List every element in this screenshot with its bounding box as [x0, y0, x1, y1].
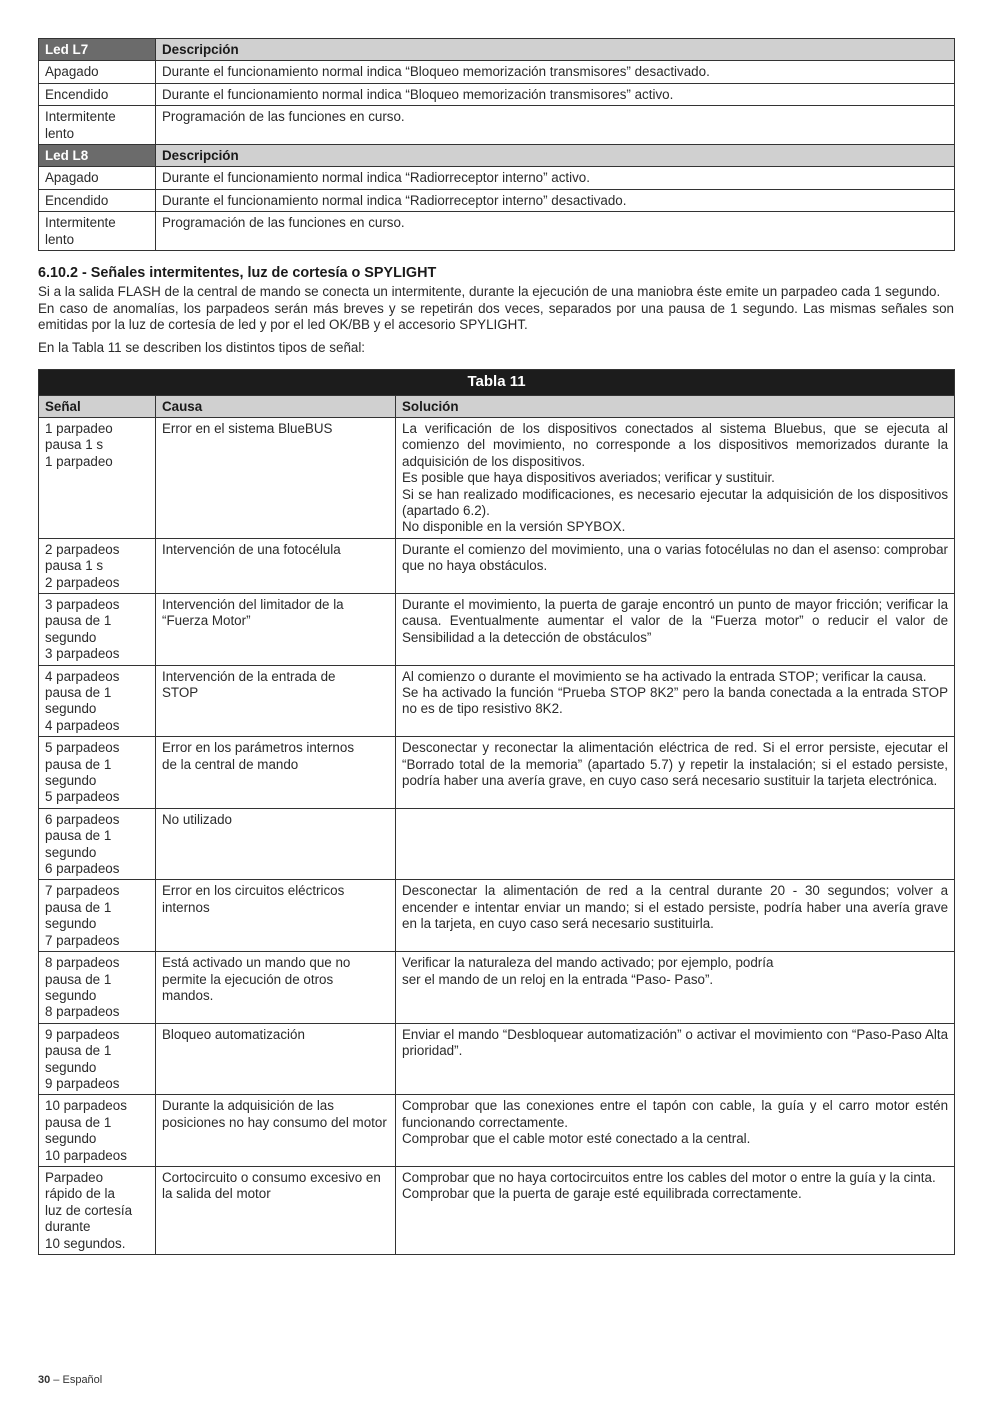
signal-line: 9 parpadeos: [45, 1026, 120, 1042]
cause-line: Error en el sistema BlueBUS: [162, 420, 333, 436]
signal-row: [39, 1023, 955, 1095]
led-state-cell: Encendido: [39, 83, 156, 105]
signal-line: 1 parpadeo: [45, 453, 113, 469]
led-state-cell: [39, 212, 156, 251]
cause-cell: [156, 538, 396, 593]
led-state-row: [39, 106, 955, 145]
cause-line: Error en los circuitos eléctricos: [162, 883, 345, 899]
cause-cell: [156, 1023, 396, 1095]
signal-line: segundo: [45, 987, 97, 1003]
signal-row: [39, 593, 955, 665]
signal-line: segundo: [45, 1059, 97, 1075]
signal-line: 10 parpadeos: [45, 1147, 127, 1163]
signal-cell: [39, 538, 156, 593]
solution-cell: [396, 417, 955, 538]
section-paragraph-1: Si a la salida FLASH de la central de mando se conecta un intermitente, durante la ejecución de una maniobra éste emite un parpadeo cada 1 segundo.: [38, 284, 941, 300]
tabla-11: [38, 369, 955, 1255]
signal-cell: [39, 737, 156, 809]
column-header-causa: Causa: [156, 395, 396, 417]
signal-cell: [39, 593, 156, 665]
signal-line: segundo: [45, 773, 97, 789]
solution-cell: [396, 880, 955, 952]
page-content: [38, 38, 954, 1255]
led-state-line: Intermitente: [45, 109, 116, 125]
signal-line: 8 parpadeos: [45, 955, 120, 971]
led-description-cell: Durante el funcionamiento normal indica “Bloqueo memorización transmisores” activo.: [156, 83, 955, 105]
cause-line: internos: [162, 899, 210, 915]
signal-cell: [39, 1166, 156, 1254]
solution-line: Desconectar y reconectar la alimentación eléctrica de red. Si el error persiste, ejecutar el “Borrado total de la memoria” (apartado 5.7) y repetir la instalación; si el estado persiste, podría haber una avería grave, en cuyo caso será necesario sustituir la tarjeta electrónica.: [402, 740, 949, 789]
signal-line: pausa de 1: [45, 828, 112, 844]
solution-cell: [396, 737, 955, 809]
cause-cell: [156, 417, 396, 538]
signal-line: 5 parpadeos: [45, 740, 120, 756]
led-header-row: [39, 145, 955, 167]
signal-row: [39, 538, 955, 593]
cause-line: “Fuerza Motor”: [162, 613, 251, 629]
signal-line: pausa de 1: [45, 685, 112, 700]
led-state-row: [39, 189, 955, 211]
signal-line: 2 parpadeos: [45, 541, 120, 557]
led-state-line: lento: [45, 125, 75, 141]
solution-line: La verificación de los dispositivos conectados al sistema Bluebus, que se ejecuta al comienzo del movimiento, no corresponde a los dispositivos memorizados durante la adquisición de los dispositivos.: [402, 420, 949, 469]
section-heading: 6.10.2 - Señales intermitentes, luz de cortesía o SPYLIGHT: [38, 265, 437, 282]
signal-line: luz de cortesía: [45, 1202, 133, 1218]
solution-line: No disponible en la versión SPYBOX.: [402, 519, 626, 535]
led-name-header: Led L8: [39, 145, 156, 167]
solution-cell: [396, 1095, 955, 1167]
signal-line: 8 parpadeos: [45, 1004, 120, 1020]
led-state-line: Intermitente: [45, 215, 116, 231]
signal-row: [39, 1166, 955, 1254]
signal-line: 2 parpadeos: [45, 574, 120, 590]
solution-line: Comprobar que la puerta de garaje esté equilibrada correctamente.: [402, 1186, 802, 1202]
signal-cell: [39, 808, 156, 880]
cause-line: Error en los parámetros internos: [162, 740, 355, 756]
signal-line: pausa de 1: [45, 756, 112, 772]
solution-cell: [396, 1166, 955, 1254]
signal-line: 1 parpadeo: [45, 420, 113, 436]
cause-line: STOP: [162, 685, 199, 700]
signal-row: [39, 1095, 955, 1167]
signal-cell: [39, 880, 156, 952]
solution-line: Comprobar que las conexiones entre el tapón con cable, la guía y el carro motor estén funcionando correctamente.: [402, 1098, 949, 1130]
column-header-solucion: Solución: [396, 395, 955, 417]
signal-cell: [39, 1023, 156, 1095]
signal-line: pausa 1 s: [45, 437, 104, 453]
cause-cell: [156, 1095, 396, 1167]
solution-line: Es posible que haya dispositivos averiados; verificar y sustituir.: [402, 470, 775, 486]
cause-line: Durante la adquisición de las posiciones no hay consumo del motor: [162, 1098, 387, 1130]
signal-line: segundo: [45, 844, 97, 860]
led-state-row: [39, 61, 955, 83]
solution-cell: [396, 1023, 955, 1095]
signal-line: 10 parpadeos: [45, 1098, 127, 1114]
signal-line: pausa 1 s: [45, 558, 104, 574]
cause-line: Cortocircuito o consumo excesivo en la salida del motor: [162, 1169, 381, 1202]
led-state-cell: Apagado: [39, 167, 156, 189]
signal-line: durante: [45, 1219, 91, 1235]
solution-cell: [396, 952, 955, 1024]
solution-cell: [396, 808, 955, 880]
solution-line: ser el mando de un reloj en la entrada “Paso- Paso”.: [402, 971, 714, 987]
footer-separator: –: [50, 1374, 63, 1386]
signal-line: segundo: [45, 1131, 97, 1147]
signal-line: 5 parpadeos: [45, 789, 120, 805]
tabla-11-header-row: [39, 395, 955, 417]
section-paragraph-2: En caso de anomalías, los parpadeos serán más breves y se repetirán dos veces, separados por una pausa de 1 segundo. Las mismas señales son emitidas por la luz de cortesía de led y por el led OK/BB y el accesorio SPYLIGHT.: [38, 300, 954, 333]
cause-cell: [156, 880, 396, 952]
signal-row: [39, 808, 955, 880]
signal-line: pausa de 1: [45, 613, 112, 629]
tabla-11-title: Tabla 11: [39, 370, 955, 395]
led-state-row: [39, 167, 955, 189]
signal-cell: [39, 665, 156, 737]
cause-line: mandos.: [162, 987, 214, 1003]
cause-line: de la central de mando: [162, 756, 299, 772]
footer-language: Español: [62, 1374, 103, 1386]
cause-line: Intervención de una fotocélula: [162, 541, 341, 557]
led-state-cell: Encendido: [39, 189, 156, 211]
signal-line: Parpadeo: [45, 1169, 104, 1185]
solution-line: Si se han realizado modificaciones, es necesario ejecutar la adquisición de los dispositivos (apartado 6.2).: [402, 486, 949, 518]
signal-cell: [39, 417, 156, 538]
signal-line: 6 parpadeos: [45, 861, 120, 877]
solution-line: Se ha activado la función “Prueba STOP 8K2” pero la banda conectada a la entrada STOP no es de tipo resistivo 8K2.: [402, 685, 949, 717]
led-state-row: [39, 212, 955, 251]
led-description-cell: Durante el funcionamiento normal indica “Radiorreceptor interno” activo.: [156, 167, 955, 189]
led-table: [38, 38, 955, 251]
signal-cell: [39, 1095, 156, 1167]
led-state-cell: [39, 106, 156, 145]
cause-line: Intervención de la entrada de: [162, 668, 336, 684]
solution-line: Verificar la naturaleza del mando activado; por ejemplo, podría: [402, 955, 774, 971]
signal-line: segundo: [45, 701, 97, 717]
solution-line: Al comienzo o durante el movimiento se ha activado la entrada STOP; verificar la causa.: [402, 668, 927, 684]
section-paragraph-3: En la Tabla 11 se describen los distintos tipos de señal:: [38, 339, 366, 355]
solution-line: Desconectar la alimentación de red a la central durante 20 - 30 segundos; volver a encender e intentar enviar un mando; si el estado persiste, podría haber una avería grave en la tarjeta, en cuyo caso será necesario sustituirla.: [402, 883, 949, 932]
signal-line: 4 parpadeos: [45, 668, 120, 684]
solution-line: Durante el comienzo del movimiento, una o varias fotocélulas no dan el asenso: comprobar que no haya obstáculos.: [402, 541, 949, 574]
led-description-cell: Programación de las funciones en curso.: [156, 106, 955, 145]
column-header-senal: Señal: [39, 395, 156, 417]
signal-line: 7 parpadeos: [45, 883, 120, 899]
cause-cell: [156, 593, 396, 665]
cause-cell: [156, 737, 396, 809]
page-number: 30: [38, 1374, 51, 1386]
solution-line: Enviar el mando “Desbloquear automatización” o activar el movimiento con “Paso-Paso Alta prioridad”.: [402, 1026, 949, 1059]
cause-cell: [156, 808, 396, 880]
cause-cell: [156, 1166, 396, 1254]
solution-cell: [396, 665, 955, 737]
signal-line: pausa de 1: [45, 1043, 112, 1059]
solution-line: Comprobar que el cable motor esté conectado a la central.: [402, 1131, 751, 1147]
signal-line: 3 parpadeos: [45, 596, 120, 612]
solution-cell: [396, 593, 955, 665]
signal-line: 4 parpadeos: [45, 717, 120, 733]
signal-line: segundo: [45, 629, 97, 645]
signal-row: [39, 665, 955, 737]
solution-line: Comprobar que no haya cortocircuitos entre los cables del motor o entre la guía y la cinta.: [402, 1169, 936, 1185]
cause-cell: [156, 665, 396, 737]
led-state-cell: Apagado: [39, 61, 156, 83]
led-description-cell: Durante el funcionamiento normal indica “Bloqueo memorización transmisores” desactivado.: [156, 61, 955, 83]
signal-line: segundo: [45, 916, 97, 932]
signal-row: [39, 880, 955, 952]
description-header: Descripción: [156, 39, 955, 61]
cause-line: Bloqueo automatización: [162, 1026, 305, 1042]
signal-line: 10 segundos.: [45, 1235, 126, 1251]
cause-line: Intervención del limitador de la: [162, 596, 344, 612]
page-footer: [38, 1372, 102, 1388]
signal-cell: [39, 952, 156, 1024]
signal-line: 3 parpadeos: [45, 646, 120, 662]
led-header-row: [39, 39, 955, 61]
signal-line: 7 parpadeos: [45, 932, 120, 948]
tabla-11-title-row: [39, 370, 955, 395]
solution-cell: [396, 538, 955, 593]
cause-cell: [156, 952, 396, 1024]
led-description-cell: Durante el funcionamiento normal indica “Radiorreceptor interno” desactivado.: [156, 189, 955, 211]
solution-line: Durante el movimiento, la puerta de garaje encontró un punto de mayor fricción; verificar la causa. Eventualmente aumentar el valor de la “Fuerza motor” o reducir el valor de Sensibilidad a la detección de obstáculos”: [402, 596, 949, 645]
signal-row: [39, 737, 955, 809]
signal-line: pausa de 1: [45, 1114, 112, 1130]
cause-line: Está activado un mando que no: [162, 955, 351, 971]
led-description-cell: Programación de las funciones en curso.: [156, 212, 955, 251]
signal-line: 6 parpadeos: [45, 811, 120, 827]
signal-line: rápido de la: [45, 1186, 115, 1202]
description-header: Descripción: [156, 145, 955, 167]
signal-line: 9 parpadeos: [45, 1075, 120, 1091]
signal-row: [39, 417, 955, 538]
cause-line: permite la ejecución de otros: [162, 971, 334, 987]
signal-line: pausa de 1: [45, 899, 112, 915]
led-state-line: lento: [45, 231, 75, 247]
signal-line: pausa de 1: [45, 971, 112, 987]
cause-line: No utilizado: [162, 811, 232, 827]
signal-row: [39, 952, 955, 1024]
led-state-row: [39, 83, 955, 105]
led-name-header: Led L7: [39, 39, 156, 61]
